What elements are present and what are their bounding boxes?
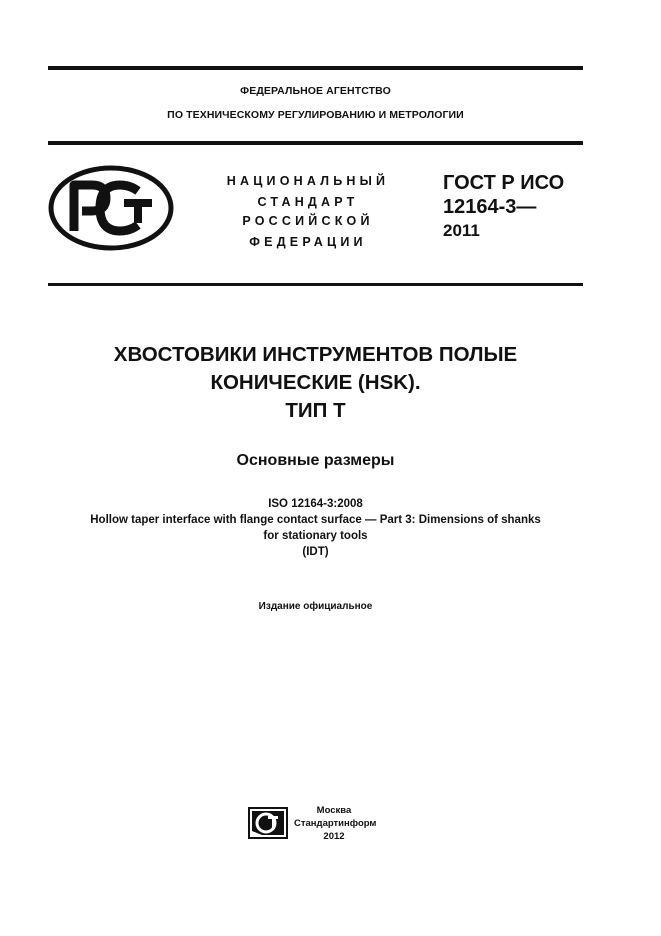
designation-line-2: 12164-3— (443, 196, 537, 218)
designation-line-1: ГОСТ Р ИСО (443, 172, 565, 194)
document-title-line-3: ТИП Т (285, 399, 346, 422)
agency-line-1: ФЕДЕРАЛЬНОЕ АГЕНТСТВО (240, 85, 391, 97)
standartinform-logo-icon (248, 807, 288, 839)
top-rule (48, 66, 583, 70)
edition-note: Издание официальное (258, 601, 373, 612)
section-rule (48, 283, 583, 286)
publisher-city: Москва (316, 805, 352, 816)
gost-r-logo-icon (48, 165, 174, 251)
standard-type-line-4: ФЕДЕРАЦИИ (249, 235, 367, 249)
publisher-year: 2012 (323, 831, 345, 842)
iso-title-line-1: Hollow taper interface with flange contact surface — Part 3: Dimensions of shanks (90, 514, 541, 526)
designation-line-3: 2011 (443, 221, 480, 240)
standard-type-line-3: РОССИЙСКОЙ (242, 214, 374, 228)
iso-equivalence: (IDT) (302, 546, 329, 558)
standard-type-line-2: СТАНДАРТ (257, 195, 359, 209)
document-title-line-2: КОНИЧЕСКИЕ (HSK). (210, 371, 421, 394)
header-rule (48, 141, 583, 145)
document-title-line-1: ХВОСТОВИКИ ИНСТРУМЕНТОВ ПОЛЫЕ (113, 343, 518, 366)
publisher-name: Стандартинформ (294, 818, 377, 829)
iso-title-line-2: for stationary tools (263, 530, 368, 542)
standard-type-line-1: НАЦИОНАЛЬНЫЙ (226, 174, 390, 188)
document-subtitle: Основные размеры (236, 452, 395, 469)
agency-line-2: ПО ТЕХНИЧЕСКОМУ РЕГУЛИРОВАНИЮ И МЕТРОЛОГИИ (167, 109, 464, 121)
iso-number: ISO 12164-3:2008 (268, 498, 363, 510)
